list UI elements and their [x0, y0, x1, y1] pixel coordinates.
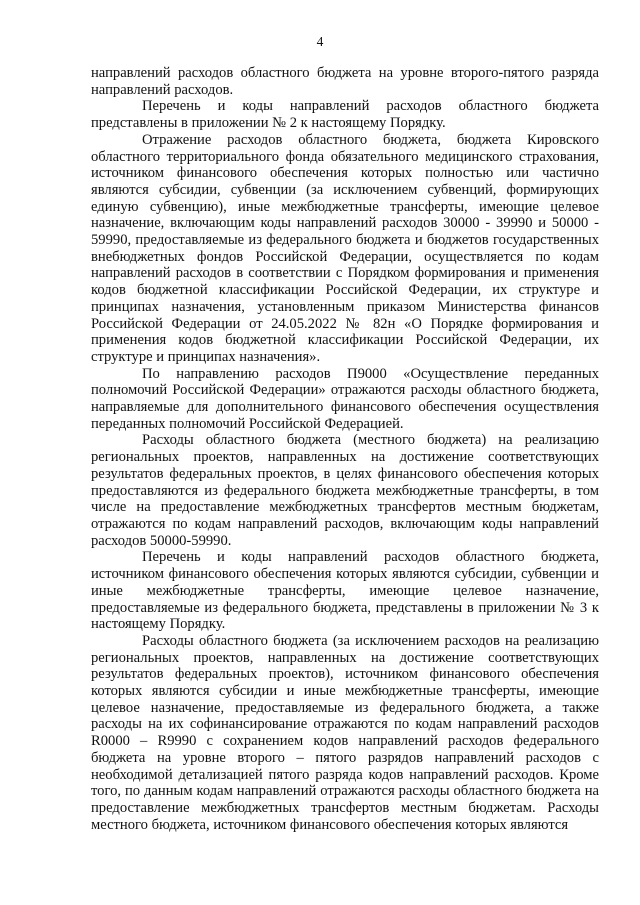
paragraph-r-codes: Расходы областного бюджета (за исключением расходов на реализацию региональных проектов, направленных на достижение соответствующих результатов федеральных проектов), источником финансового обеспечения которых являются субсидии и иные межбюджетные трансферты, имеющие целевое назначение, предоставляемые из федерального бюджета, а также расходы на их софинансирование отражаются по кодам направлений расходов R0000 – R9990 с сохранением кодов направлений расходов федерального бюджета на уровне второго – пятого разрядов направлений расходов с необходимой детализацией пятого разряда кодов направлений расходов. Кроме того, по данным кодам направлений отражаются расходы областного бюджета на предоставление межбюджетных трансфертов местным бюджетам. Расходы местного бюджета, источником финансового обеспечения которых являются: [91, 632, 599, 833]
paragraph-continuation: направлений расходов областного бюджета на уровне второго-пятого разряда направлений расходов.: [91, 65, 599, 98]
paragraph-p9000: По направлению расходов П9000 «Осуществление переданных полномочий Российской Федерации» отражаются расходы областного бюджета, направляемые для дополнительного финансового обеспечения осуществления переданных полномочий Российской Федерацией.: [91, 365, 599, 432]
document-body: [91, 65, 599, 833]
paragraph-expense-reflection: Отражение расходов областного бюджета, бюджета Кировского областного территориального фонда обязательного медицинского страхования, источником финансового обеспечения которых полностью или частично являются субсидии, субвенции (за исключением субвенций, формирующих единую субвенцию), иные межбюджетные трансферты, имеющие целевое назначение, включающим коды направлений расходов 30000 - 39990 и 50000 - 59990, предоставляемые из федерального бюджета и бюджетов государственных внебюджетных фондов Российской Федерации, осуществляется по кодам направлений расходов в соответствии с Порядком формирования и применения кодов бюджетной классификации Российской Федерации, их структуре и принципах назначения, установленным приказом Министерства финансов Российской Федерации от 24.05.2022 № 82н «О Порядке формирования и применения кодов бюджетной классификации Российской Федерации, их структуре и принципах назначения».: [91, 131, 599, 365]
page-number: 4: [316, 34, 324, 49]
paragraph-appendix-2: Перечень и коды направлений расходов областного бюджета представлены в приложении № 2 к настоящему Порядку.: [91, 98, 599, 132]
paragraph-appendix-3: Перечень и коды направлений расходов областного бюджета, источником финансового обеспечения которых являются субсидии, субвенции и иные межбюджетные трансферты, имеющие целевое назначение, предоставляемые из федерального бюджета, представлены в приложении № 3 к настоящему Порядку.: [91, 549, 599, 633]
paragraph-regional-projects: Расходы областного бюджета (местного бюджета) на реализацию региональных проектов, направленных на достижение соответствующих результатов федеральных проектов, в целях финансового обеспечения которых предоставляются из федерального бюджета межбюджетные трансферты, в том числе на предоставление межбюджетных трансфертов местным бюджетам, отражаются по кодам направлений расходов, включающим коды направлений расходов 50000-59990.: [91, 432, 599, 549]
